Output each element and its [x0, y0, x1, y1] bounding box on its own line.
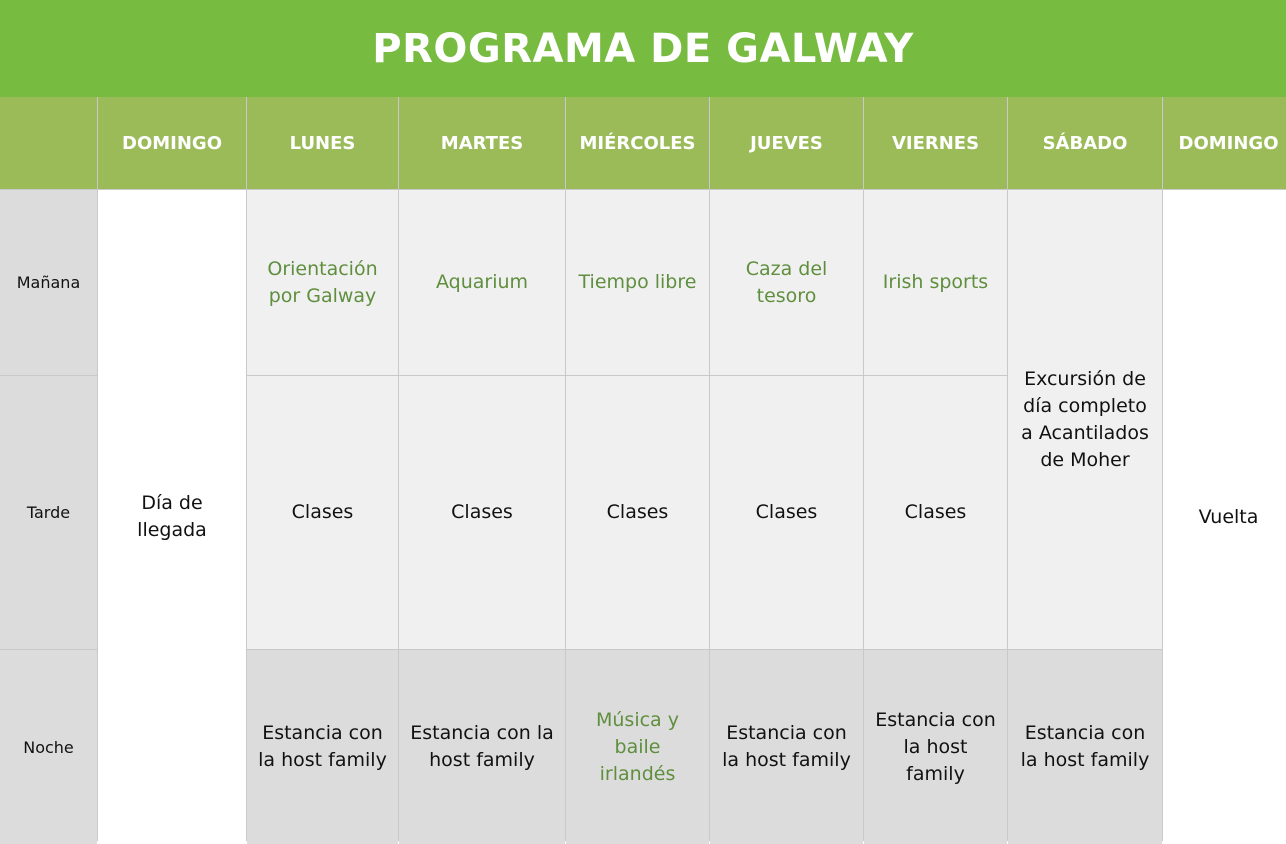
cell-noche-martes: [399, 650, 565, 844]
header-miercoles: MIÉRCOLES: [566, 97, 709, 189]
cell-tarde-martes-text: Clases: [451, 501, 513, 523]
cell-tarde-martes: [399, 376, 565, 649]
cell-tarde-lunes: [247, 376, 398, 649]
cell-sabado-excursion: [1008, 190, 1162, 649]
cell-manana-miercoles-text: Tiempo libre: [578, 271, 697, 293]
cell-tarde-viernes: [864, 376, 1007, 649]
cell-noche-miercoles: [566, 650, 709, 844]
title-bar: [0, 0, 1286, 97]
cell-manana-jueves-text: Caza del tesoro: [745, 257, 828, 307]
cell-tarde-jueves: [710, 376, 863, 649]
cell-manana-viernes: [864, 190, 1007, 375]
cell-tarde-lunes-text: Clases: [291, 501, 354, 523]
cell-noche-miercoles-text: Música y baile irlandés: [596, 708, 679, 785]
row-label-tarde: Tarde: [0, 376, 97, 649]
cell-manana-jueves: [710, 190, 863, 375]
header-viernes: VIERNES: [864, 97, 1007, 189]
header-jueves: JUEVES: [710, 97, 863, 189]
cell-tarde-jueves-text: Clases: [755, 501, 818, 523]
cell-noche-sabado: [1008, 650, 1162, 844]
row-label-noche: Noche: [0, 650, 97, 844]
cell-noche-viernes: [864, 650, 1007, 844]
cell-tarde-viernes-text: Clases: [904, 501, 967, 523]
cell-domingo-llegada-text: Día de llegada: [137, 492, 207, 541]
header-domingo-2: DOMINGO: [1163, 97, 1286, 189]
cell-noche-jueves-text: Estancia con la host family: [722, 722, 851, 771]
page-title: PROGRAMA DE GALWAY: [372, 25, 914, 72]
cell-manana-lunes-text: Orientación por Galway: [267, 257, 378, 307]
cell-manana-lunes: [247, 190, 398, 375]
cell-noche-sabado-text: Estancia con la host family: [1020, 722, 1150, 771]
cell-manana-viernes-text: Irish sports: [882, 271, 989, 293]
cell-manana-miercoles: [566, 190, 709, 375]
cell-sabado-excursion-text: Excursión de día completo a Acantilados de Moher: [1021, 367, 1149, 471]
cell-noche-lunes: [247, 650, 398, 844]
header-corner: [0, 97, 97, 189]
cell-domingo-llegada: [98, 190, 246, 844]
header-martes: MARTES: [399, 97, 565, 189]
cell-noche-martes-text: Estancia con la host family: [410, 722, 554, 771]
cell-noche-viernes-text: Estancia con la host family: [875, 708, 996, 785]
cell-domingo-vuelta: [1163, 190, 1286, 844]
header-lunes: LUNES: [247, 97, 398, 189]
cell-manana-martes-text: Aquarium: [435, 271, 529, 293]
cell-tarde-miercoles: [566, 376, 709, 649]
cell-noche-jueves: [710, 650, 863, 844]
row-label-manana: Mañana: [0, 190, 97, 375]
cell-noche-lunes-text: Estancia con la host family: [258, 722, 387, 771]
header-sabado: SÁBADO: [1008, 97, 1162, 189]
header-domingo: DOMINGO: [98, 97, 246, 189]
schedule-table: [0, 97, 1286, 841]
cell-domingo-vuelta-text: Vuelta: [1198, 505, 1259, 528]
cell-manana-martes: [399, 190, 565, 375]
cell-tarde-miercoles-text: Clases: [606, 501, 669, 523]
